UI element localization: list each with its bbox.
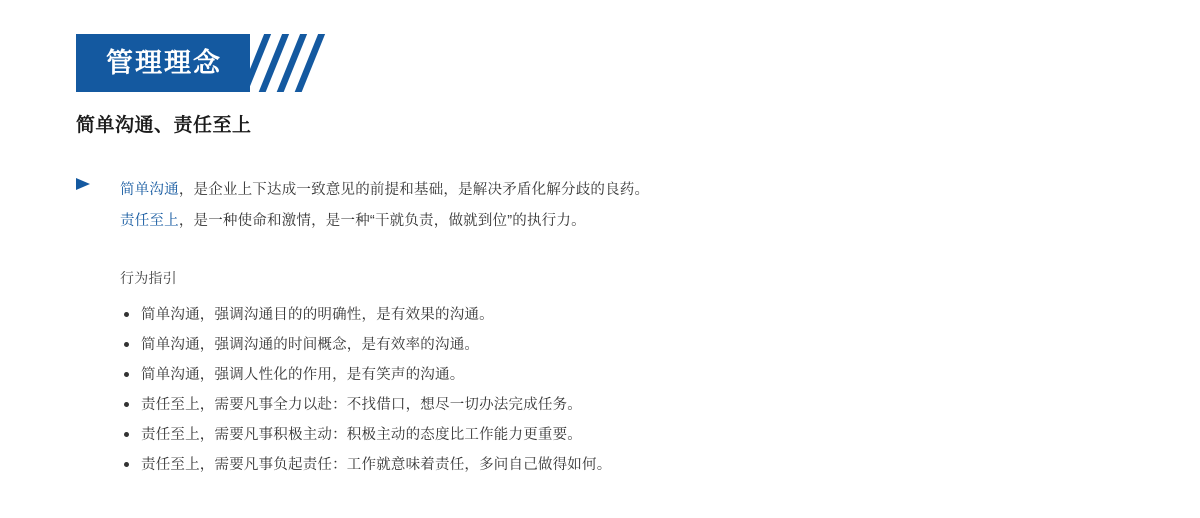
bullet-icon <box>124 372 129 377</box>
banner-slash-decoration <box>250 34 332 92</box>
triangle-right-icon <box>76 175 120 192</box>
lead-highlight: 责任至上 <box>120 213 179 229</box>
list-item <box>120 300 1136 330</box>
bullet-icon <box>124 462 129 467</box>
lead-text <box>120 175 1136 237</box>
lead-highlight: 简单沟通 <box>120 182 179 198</box>
guide-title: 行为指引 <box>120 270 177 286</box>
lead-paragraph <box>76 175 1136 237</box>
bullet-icon <box>124 432 129 437</box>
list-item-text: 简单沟通，强调沟通的时间概念，是有效率的沟通。 <box>141 337 480 353</box>
section-content <box>76 175 1136 480</box>
section-subtitle: 简单沟通、责任至上 <box>76 115 252 136</box>
banner-box <box>76 34 250 92</box>
lead-line <box>120 175 1136 206</box>
list-item <box>120 390 1136 420</box>
list-item-text: 简单沟通，强调人性化的作用，是有笑声的沟通。 <box>141 367 465 383</box>
lead-rest: ，是一种使命和激情，是一种“干就负责，做就到位”的执行力。 <box>178 213 586 229</box>
list-item <box>120 420 1136 450</box>
bullet-icon <box>124 402 129 407</box>
guide-block <box>120 267 1136 480</box>
bullet-icon <box>124 342 129 347</box>
list-item-text: 责任至上，需要凡事负起责任：工作就意味着责任，多问自己做得如何。 <box>141 457 612 473</box>
guide-list <box>120 300 1136 480</box>
list-item <box>120 450 1136 480</box>
section-banner <box>76 34 332 92</box>
list-item-text: 责任至上，需要凡事积极主动：积极主动的态度比工作能力更重要。 <box>141 427 582 443</box>
banner-title: 管理理念 <box>106 47 222 78</box>
list-item-text: 责任至上，需要凡事全力以赴：不找借口，想尽一切办法完成任务。 <box>141 397 582 413</box>
bullet-icon <box>124 312 129 317</box>
lead-rest: ，是企业上下达成一致意见的前提和基础，是解决矛盾化解分歧的良药。 <box>178 182 650 198</box>
list-item <box>120 330 1136 360</box>
list-item-text: 简单沟通，强调沟通目的的明确性，是有效果的沟通。 <box>141 307 494 323</box>
lead-line <box>120 206 1136 237</box>
list-item <box>120 360 1136 390</box>
